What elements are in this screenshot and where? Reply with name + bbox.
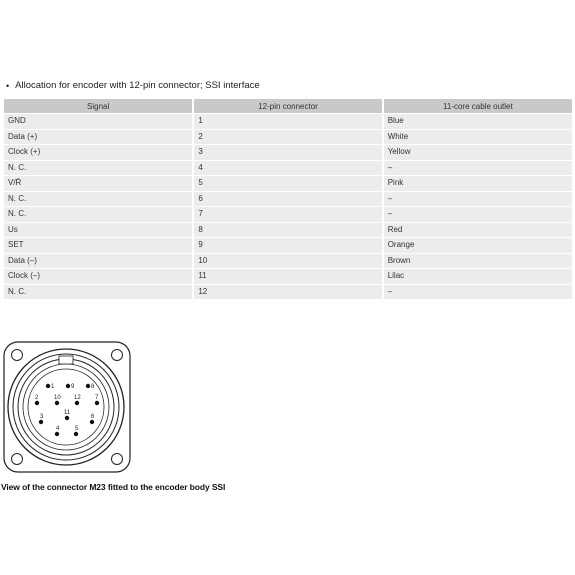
connector-pin-cell: 3 — [194, 145, 381, 160]
section-heading — [6, 80, 260, 91]
signal-cell: Data (+) — [4, 130, 192, 145]
cable-color-cell: Brown — [384, 254, 572, 269]
table-row — [4, 238, 572, 253]
table-row — [4, 130, 572, 145]
pin-label-11: 11 — [64, 410, 71, 416]
mounting-hole-bottom-right — [112, 454, 123, 465]
pin-label-7: 7 — [95, 395, 99, 401]
cable-color-cell: – — [384, 161, 572, 176]
connector-pin-cell: 4 — [194, 161, 381, 176]
pin-4 — [55, 432, 59, 436]
table-row — [4, 254, 572, 269]
connector-pins — [35, 384, 99, 436]
pin-10 — [55, 401, 59, 405]
pin-2 — [35, 401, 39, 405]
connector-pin-cell: 5 — [194, 176, 381, 191]
pin-label-3: 3 — [40, 414, 44, 420]
header-connector: 12-pin connector — [194, 99, 381, 113]
pin-6 — [90, 420, 94, 424]
cable-color-cell: Red — [384, 223, 572, 238]
signal-cell: N. C. — [4, 285, 192, 300]
connector-pin-cell: 7 — [194, 207, 381, 222]
table-row — [4, 269, 572, 284]
pin-label-4: 4 — [56, 426, 60, 432]
pin-3 — [39, 420, 43, 424]
connector-pin-cell: 10 — [194, 254, 381, 269]
signal-cell: N. C. — [4, 161, 192, 176]
signal-cell: Clock (–) — [4, 269, 192, 284]
connector-pin-cell: 8 — [194, 223, 381, 238]
cable-color-cell: – — [384, 285, 572, 300]
connector-pin-cell: 6 — [194, 192, 381, 207]
connector-pin-cell: 11 — [194, 269, 381, 284]
cable-color-cell: – — [384, 207, 572, 222]
table-row — [4, 192, 572, 207]
pin-11 — [65, 416, 69, 420]
cable-color-cell: Yellow — [384, 145, 572, 160]
table-row — [4, 223, 572, 238]
bullet: • — [6, 80, 10, 91]
heading-text: Allocation for encoder with 12-pin connector; SSI interface — [15, 80, 260, 91]
signal-cell: V/R̄ — [4, 176, 192, 191]
table-body — [4, 114, 572, 299]
connector-rings — [8, 349, 124, 465]
pin-9 — [66, 384, 70, 388]
cable-color-cell: Lilac — [384, 269, 572, 284]
signal-cell: Us — [4, 223, 192, 238]
mounting-hole-top-right — [112, 350, 123, 361]
signal-cell: SET — [4, 238, 192, 253]
cable-color-cell: Pink — [384, 176, 572, 191]
table-row — [4, 285, 572, 300]
pin-8 — [86, 384, 90, 388]
connector-pin-cell: 1 — [194, 114, 381, 129]
pin-label-12: 12 — [74, 395, 81, 401]
mounting-hole-top-left — [12, 350, 23, 361]
pin-label-9: 9 — [71, 384, 75, 390]
header-signal: Signal — [4, 99, 192, 113]
signal-cell: N. C. — [4, 207, 192, 222]
table-row — [4, 176, 572, 191]
header-cable: 11-core cable outlet — [384, 99, 572, 113]
pin-allocation-table — [2, 98, 574, 300]
pin-label-2: 2 — [35, 395, 39, 401]
signal-cell: Data (–) — [4, 254, 192, 269]
signal-cell: Clock (+) — [4, 145, 192, 160]
cable-color-cell: Blue — [384, 114, 572, 129]
connector-pin-cell: 9 — [194, 238, 381, 253]
pin-12 — [75, 401, 79, 405]
pin-label-5: 5 — [75, 426, 79, 432]
table-row — [4, 207, 572, 222]
table-row — [4, 145, 572, 160]
table-row — [4, 161, 572, 176]
coding-key — [59, 356, 73, 364]
pin-5 — [74, 432, 78, 436]
pin-1 — [46, 384, 50, 388]
pin-label-1: 1 — [51, 384, 55, 390]
mounting-hole-bottom-left — [12, 454, 23, 465]
pin-label-6: 6 — [91, 414, 95, 420]
diagram-caption: View of the connector M23 fitted to the encoder body SSI — [1, 482, 226, 492]
signal-cell: N. C. — [4, 192, 192, 207]
connector-diagram — [0, 338, 135, 476]
pin-label-10: 10 — [54, 395, 61, 401]
pin-7 — [95, 401, 99, 405]
table-header-row — [4, 99, 572, 113]
cable-color-cell: White — [384, 130, 572, 145]
connector-pin-cell: 2 — [194, 130, 381, 145]
signal-cell: GND — [4, 114, 192, 129]
connector-pin-cell: 12 — [194, 285, 381, 300]
table-row — [4, 114, 572, 129]
cable-color-cell: – — [384, 192, 572, 207]
pin-label-8: 8 — [91, 384, 95, 390]
cable-color-cell: Orange — [384, 238, 572, 253]
